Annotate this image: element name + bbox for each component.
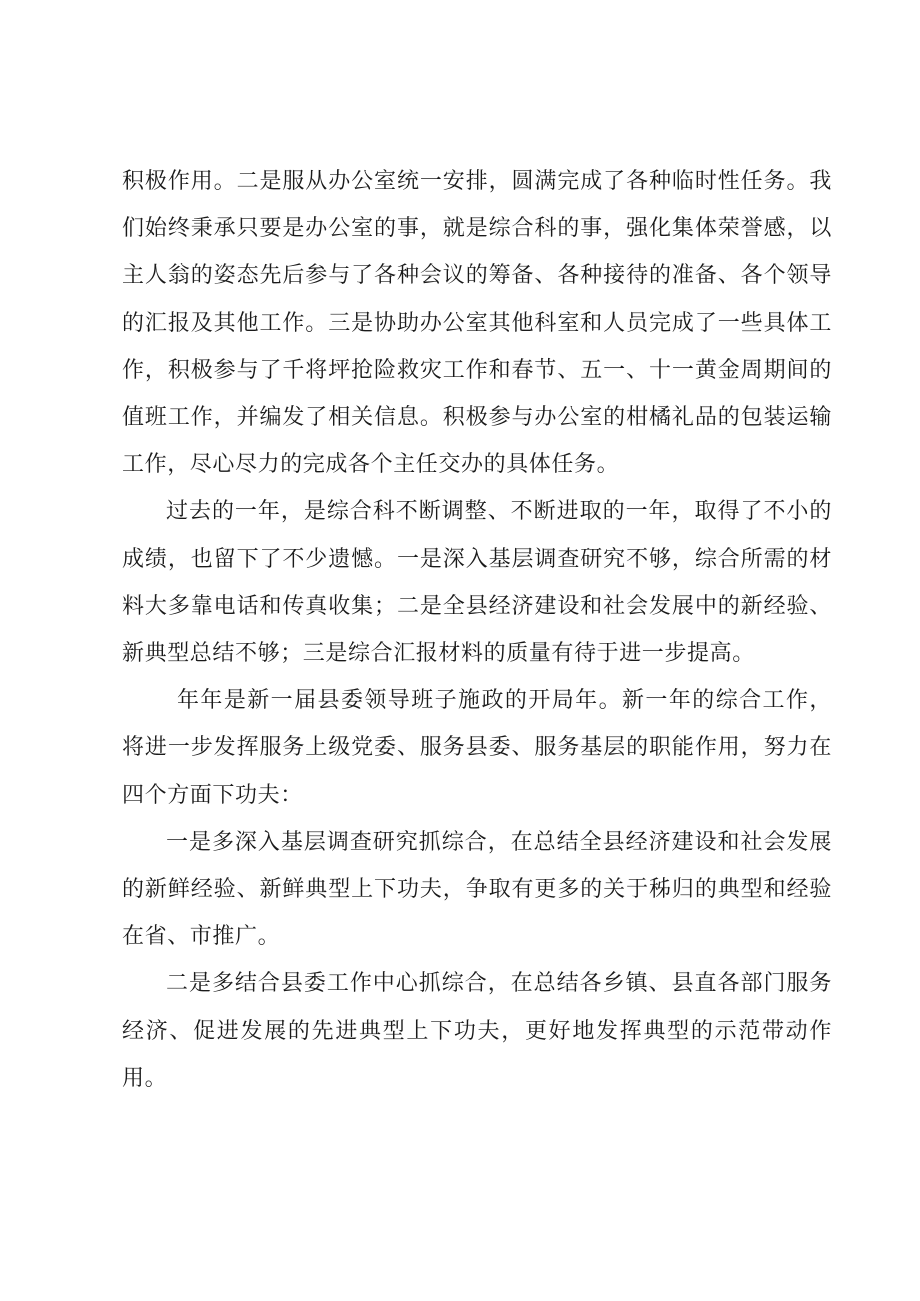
paragraph-plan-intro: 年年是新一届县委领导班子施政的开局年。新一年的综合工作，将进一步发挥服务上级党委、服务县委、服务基层的职能作用，努力在四个方面下功夫： (122, 688, 832, 808)
paragraph-plan-item-2: 二是多结合县委工作中心抓综合，在总结各乡镇、县直各部门服务经济、促进发展的先进典型上下功夫，更好地发挥典型的示范带动作用。 (122, 971, 832, 1091)
paragraph-continuation: 积极作用。二是服从办公室统一安排，圆满完成了各种临时性任务。我们始终秉承只要是办公室的事，就是综合科的事，强化集体荣誉感，以主人翁的姿态先后参与了各种会议的筹备、各种接待的准备、各个领导的汇报及其他工作。三是协助办公室其他科室和人员完成了一些具体工作，积极参与了千将坪抢险救灾工作和春节、五一、十一黄金周期间的值班工作，并编发了相关信息。积极参与办公室的柑橘礼品的包装运输工作，尽心尽力的完成各个主任交办的具体任务。 (122, 169, 832, 478)
paragraph-plan-item-1: 一是多深入基层调查研究抓综合，在总结全县经济建设和社会发展的新鲜经验、新鲜典型上下功夫，争取有更多的关于秭归的典型和经验在省、市推广。 (122, 829, 832, 950)
paragraph-review: 过去的一年，是综合科不断调整、不断进取的一年，取得了不小的成绩，也留下了不少遗憾。一是深入基层调查研究不够，综合所需的材料大多靠电话和传真收集；二是全县经济建设和社会发展中的新经验、新典型总结不够；三是综合汇报材料的质量有待于进一步提高。 (122, 499, 832, 667)
document-body (122, 158, 832, 1102)
